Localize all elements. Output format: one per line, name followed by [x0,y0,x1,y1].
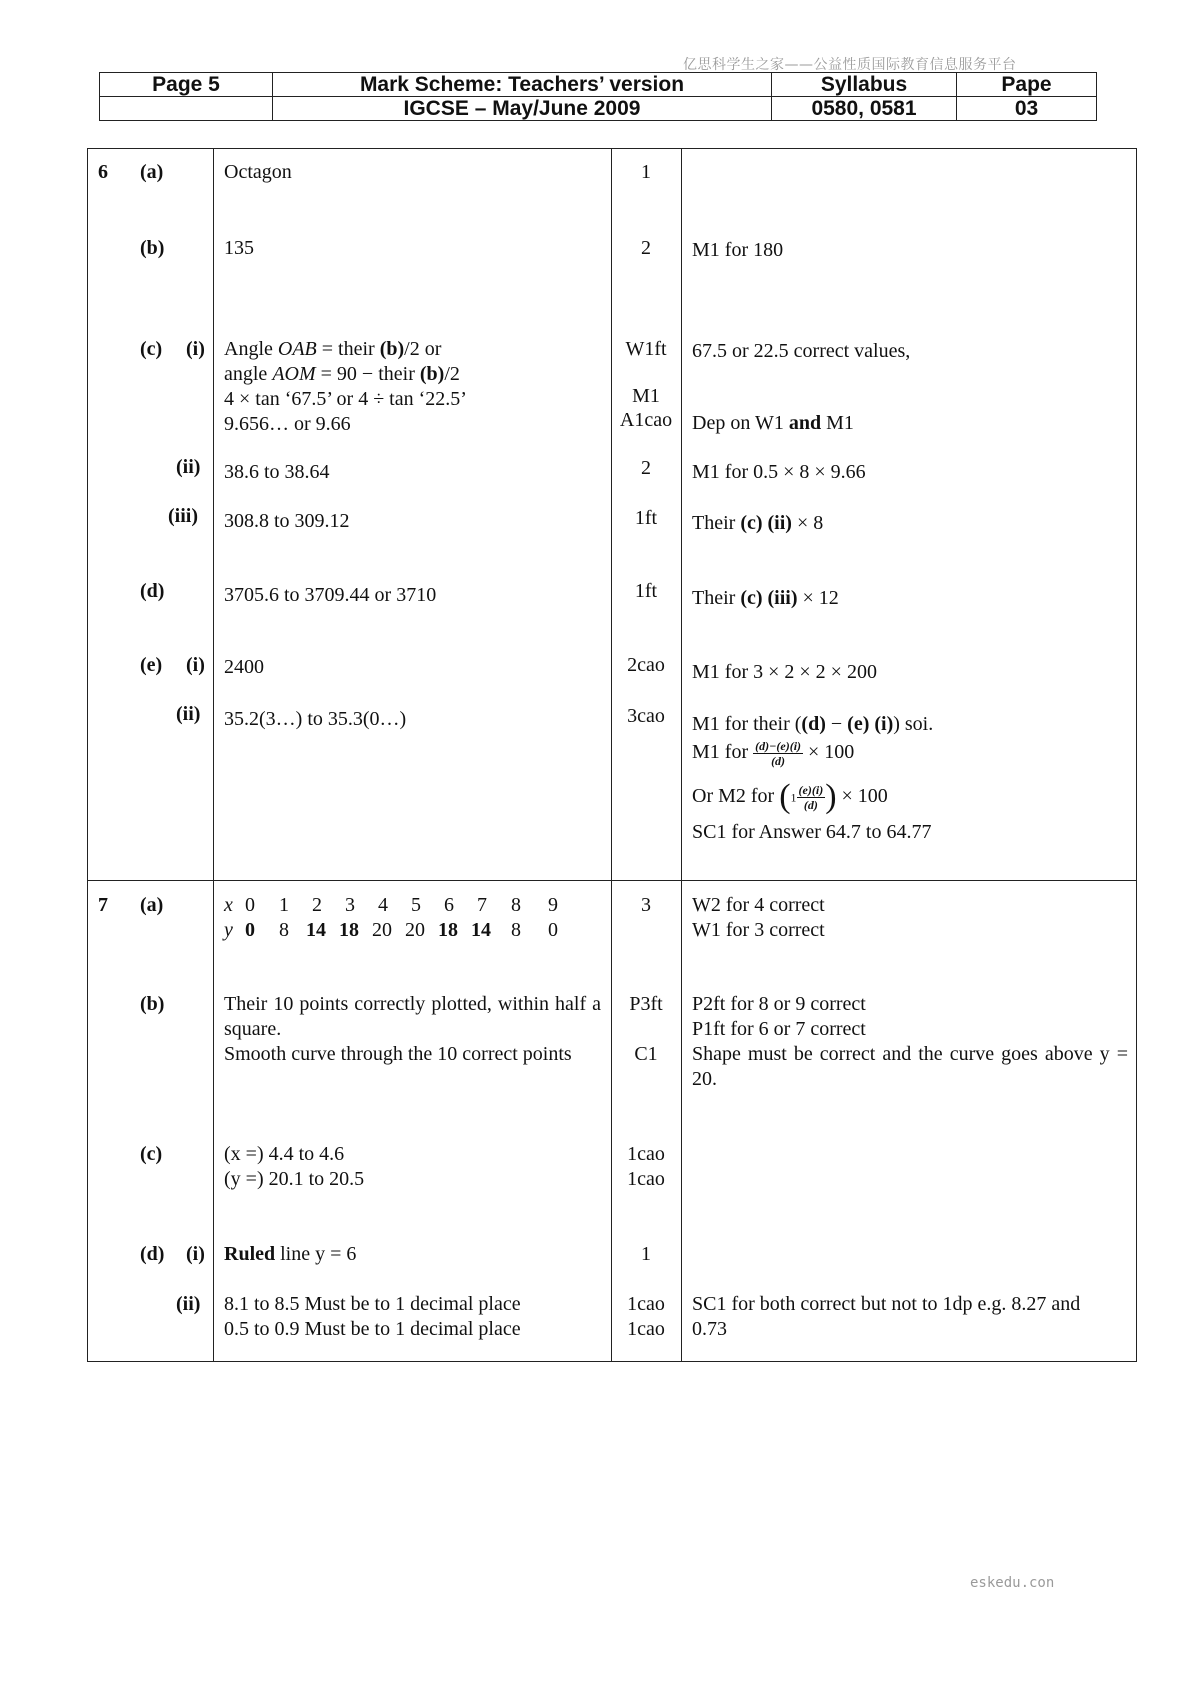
mark: W1ft [625,338,667,360]
notes: Dep on W1 and M1 [692,412,854,434]
answer: Their 10 points correctly plotted, within half a square. [224,993,601,1040]
row-divider [88,880,1136,881]
fraction: $\frac{(d)-(e)(i)}{(d)}$ [755,738,802,768]
notes: M1 for their ((d) − (e) (i)) soi. [692,713,934,735]
answer: Smooth curve through the 10 correct points [224,1043,572,1065]
mark: 1 [641,161,651,183]
notes: M1 for 0.5 × 8 × 9.66 [692,461,866,483]
answer: 2400 [224,656,264,678]
mark: M1 [632,385,660,407]
y-values-row: y 0 8 14 18 20 20 18 14 8 0 [224,919,558,941]
subpart-label: (ii) [176,1293,201,1315]
answer-line: 9.656… or 9.66 [224,413,351,435]
x-values-row: x 0 1 2 3 4 5 6 7 8 9 [224,894,558,916]
fraction: $\frac{(e)(i)}{(d)}$ [798,782,824,812]
subpart-label: (i) [186,338,205,360]
answer-line: 0.5 to 0.9 Must be to 1 decimal place [224,1318,521,1340]
subpart-label: (i) [186,654,205,676]
subpart-label: (iii) [168,505,198,527]
header-paper: 03 [957,97,1097,121]
part-label: (e) [140,654,163,676]
mark: 1cao [627,1168,665,1190]
answer: 3705.6 to 3709.44 or 3710 [224,584,437,606]
header-paper-label: Pape [957,73,1097,97]
subpart-label: (ii) [176,456,201,478]
mark: 3 [641,894,651,916]
notes: SC1 for both correct but not to 1dp e.g. 8.27 and [692,1293,1081,1315]
header-page: Page 5 [100,73,273,97]
answer-line: angle AOM = 90 − their (b)/2 [224,363,460,385]
mark: 1cao [627,1318,665,1340]
answer-line: 4 × tan ‘67.5’ or 4 ÷ tan ‘22.5’ [224,388,467,410]
question-number: 7 [98,894,108,916]
col-divider [213,149,214,1361]
part-label: (c) [140,1143,163,1165]
answer-line: (x =) 4.4 to 4.6 [224,1143,345,1165]
part-label: (c) [140,338,163,360]
part-label: (b) [140,237,165,259]
notes: Their (c) (ii) × 8 [692,512,824,534]
mark: 2cao [627,654,665,676]
notes: P1ft for 6 or 7 correct [692,1018,866,1040]
notes: W1 for 3 correct [692,919,825,941]
answer: 308.8 to 309.12 [224,510,350,532]
mark-scheme-table [87,148,1137,1362]
answer: 38.6 to 38.64 [224,461,330,483]
notes: P2ft for 8 or 9 correct [692,993,866,1015]
answer: Ruled line y = 6 [224,1243,357,1265]
answer-line: Angle OAB = their (b)/2 or [224,338,442,360]
part-label: (a) [140,161,164,183]
part-label: (d) [140,1243,165,1265]
header-syllabus-label: Syllabus [772,73,957,97]
notes: W2 for 4 correct [692,894,825,916]
mark: 1cao [627,1143,665,1165]
question-number: 6 [98,161,108,183]
part-label: (b) [140,993,165,1015]
mark: A1cao [619,409,673,431]
col-divider [681,149,682,1361]
notes: Or M2 for (1 $\frac{(e)(i)}{(d)}$ ) × 100 [692,778,888,816]
header-title: Mark Scheme: Teachers’ version [273,73,772,97]
mark: 1ft [634,507,658,529]
mark: 1 [641,1243,651,1265]
notes: M1 for 180 [692,239,784,261]
notes: SC1 for Answer 64.7 to 64.77 [692,821,932,843]
mark: 3cao [627,705,665,727]
header-empty [100,97,273,121]
header-syllabus: 0580, 0581 [772,97,957,121]
part-label: (a) [140,894,164,916]
answer-line: 8.1 to 8.5 Must be to 1 decimal place [224,1293,521,1315]
notes: 67.5 or 22.5 correct values, [692,340,911,362]
notes: M1 for $\frac{(d)-(e)(i)}{(d)}$ × 100 [692,738,855,768]
subpart-label: (i) [186,1243,205,1265]
mark: C1 [634,1043,658,1065]
mark: P3ft [629,993,663,1015]
mark: 2 [641,457,651,479]
watermark-bottom: eskedu.con [970,1575,1055,1591]
notes: Shape must be correct and the curve goes above y = 20. [692,1043,1128,1090]
notes: M1 for 3 × 2 × 2 × 200 [692,661,877,683]
watermark-top: 亿思科学生之家——公益性质国际教育信息服务平台 [683,57,1017,73]
header-exam: IGCSE – May/June 2009 [273,97,772,121]
mark: 2 [641,237,651,259]
answer: 135 [224,237,254,259]
answer: Octagon [224,161,292,183]
mark: 1ft [634,580,658,602]
mark: 1cao [627,1293,665,1315]
part-label: (d) [140,580,165,602]
subpart-label: (ii) [176,703,201,725]
notes: 0.73 [692,1318,727,1340]
answer: 35.2(3…) to 35.3(0…) [224,708,407,730]
notes: Their (c) (iii) × 12 [692,587,839,609]
answer-line: (y =) 20.1 to 20.5 [224,1168,365,1190]
header-table [99,72,1097,121]
